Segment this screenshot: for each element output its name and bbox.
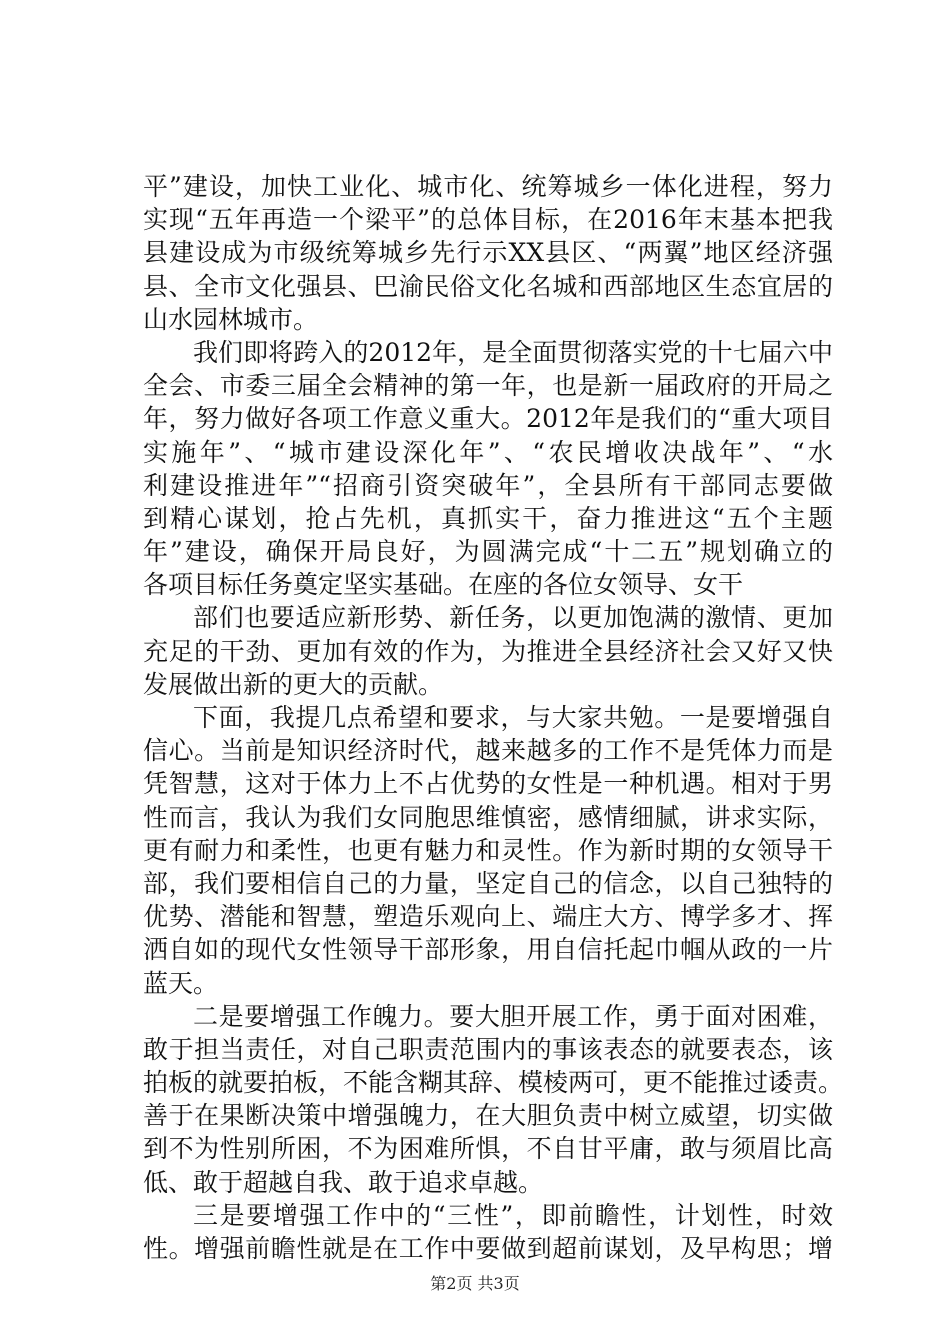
text-line: 部们也要适应新形势、新任务，以更加饱满的激情、更加 xyxy=(193,603,833,633)
text-line: 利建设推进年”“招商引资突破年”，全县所有干部同志要做 xyxy=(143,470,833,500)
text-line: 下面，我提几点希望和要求，与大家共勉。一是要增强自 xyxy=(193,703,833,732)
text-line: 优势、潜能和智慧，塑造乐观向上、端庄大方、博学多才、挥 xyxy=(143,902,833,932)
text-line: 性。增强前瞻性就是在工作中要做到超前谋划，及早构思；增 xyxy=(143,1234,833,1263)
text-line: 实施年”、“城市建设深化年”、“农民增收决战年”、“水 xyxy=(143,437,833,467)
text-line: 平”建设，加快工业化、城市化、统筹城乡一体化进程，努力 xyxy=(143,172,833,201)
text-line: 实现“五年再造一个梁平”的总体目标，在2016年末基本把我 xyxy=(143,205,833,235)
text-line: 年，努力做好各项工作意义重大。2012年是我们的“重大项目 xyxy=(143,404,833,434)
text-line: 更有耐力和柔性，也更有魅力和灵性。作为新时期的女领导干 xyxy=(143,835,833,865)
text-line: 敢于担当责任，对自己职责范围内的事该表态的就要表态，该 xyxy=(143,1034,833,1064)
text-line: 年”建设，确保开局良好，为圆满完成“十二五”规划确立的 xyxy=(143,537,833,567)
text-line: 发展做出新的更大的贡献。 xyxy=(143,669,444,699)
text-line: 到精心谋划，抢占先机，真抓实干，奋力推进这“五个主题 xyxy=(143,503,833,533)
text-line: 县建设成为市级统筹城乡先行示XX县区、“两翼”地区经济强 xyxy=(143,238,833,268)
text-line: 低、敢于超越自我、敢于追求卓越。 xyxy=(143,1167,544,1197)
text-line: 信心。当前是知识经济时代，越来越多的工作不是凭体力而是 xyxy=(143,736,833,766)
text-line: 充足的干劲、更加有效的作为，为推进全县经济社会又好又快 xyxy=(143,636,833,666)
text-line: 蓝天。 xyxy=(143,968,219,998)
body-text xyxy=(143,170,844,1265)
text-line: 各项目标任务奠定坚实基础。在座的各位女领导、女干 xyxy=(143,570,744,600)
text-line: 我们即将跨入的2012年，是全面贯彻落实党的十七届六中 xyxy=(193,337,833,367)
text-line: 性而言，我认为我们女同胞思维慎密，感情细腻，讲求实际， xyxy=(143,802,833,832)
text-line: 县、全市文化强县、巴渝民俗文化名城和西部地区生态宜居的 xyxy=(143,271,833,301)
text-line: 全会、市委三届全会精神的第一年，也是新一届政府的开局之 xyxy=(143,371,833,401)
text-line: 善于在果断决策中增强魄力，在大胆负责中树立威望，切实做 xyxy=(143,1101,833,1131)
text-line: 洒自如的现代女性领导干部形象，用自信托起巾帼从政的一片 xyxy=(143,935,833,965)
text-line: 三是要增强工作中的“三性”，即前瞻性，计划性，时效 xyxy=(193,1200,833,1230)
text-line: 二是要增强工作魄力。要大胆开展工作，勇于面对困难， xyxy=(193,1001,833,1031)
text-line: 到不为性别所困，不为困难所惧，不自甘平庸，敢与须眉比高 xyxy=(143,1134,833,1164)
text-line: 部，我们要相信自己的力量，坚定自己的信念，以自己独特的 xyxy=(143,868,833,898)
page-number-footer: 第2页 共3页 xyxy=(430,1274,520,1293)
text-line: 凭智慧，这对于体力上不占优势的女性是一种机遇。相对于男 xyxy=(143,769,833,799)
text-line: 拍板的就要拍板，不能含糊其辞、模棱两可，更不能推过诿责。 xyxy=(143,1068,844,1098)
text-line: 山水园林城市。 xyxy=(143,304,319,334)
